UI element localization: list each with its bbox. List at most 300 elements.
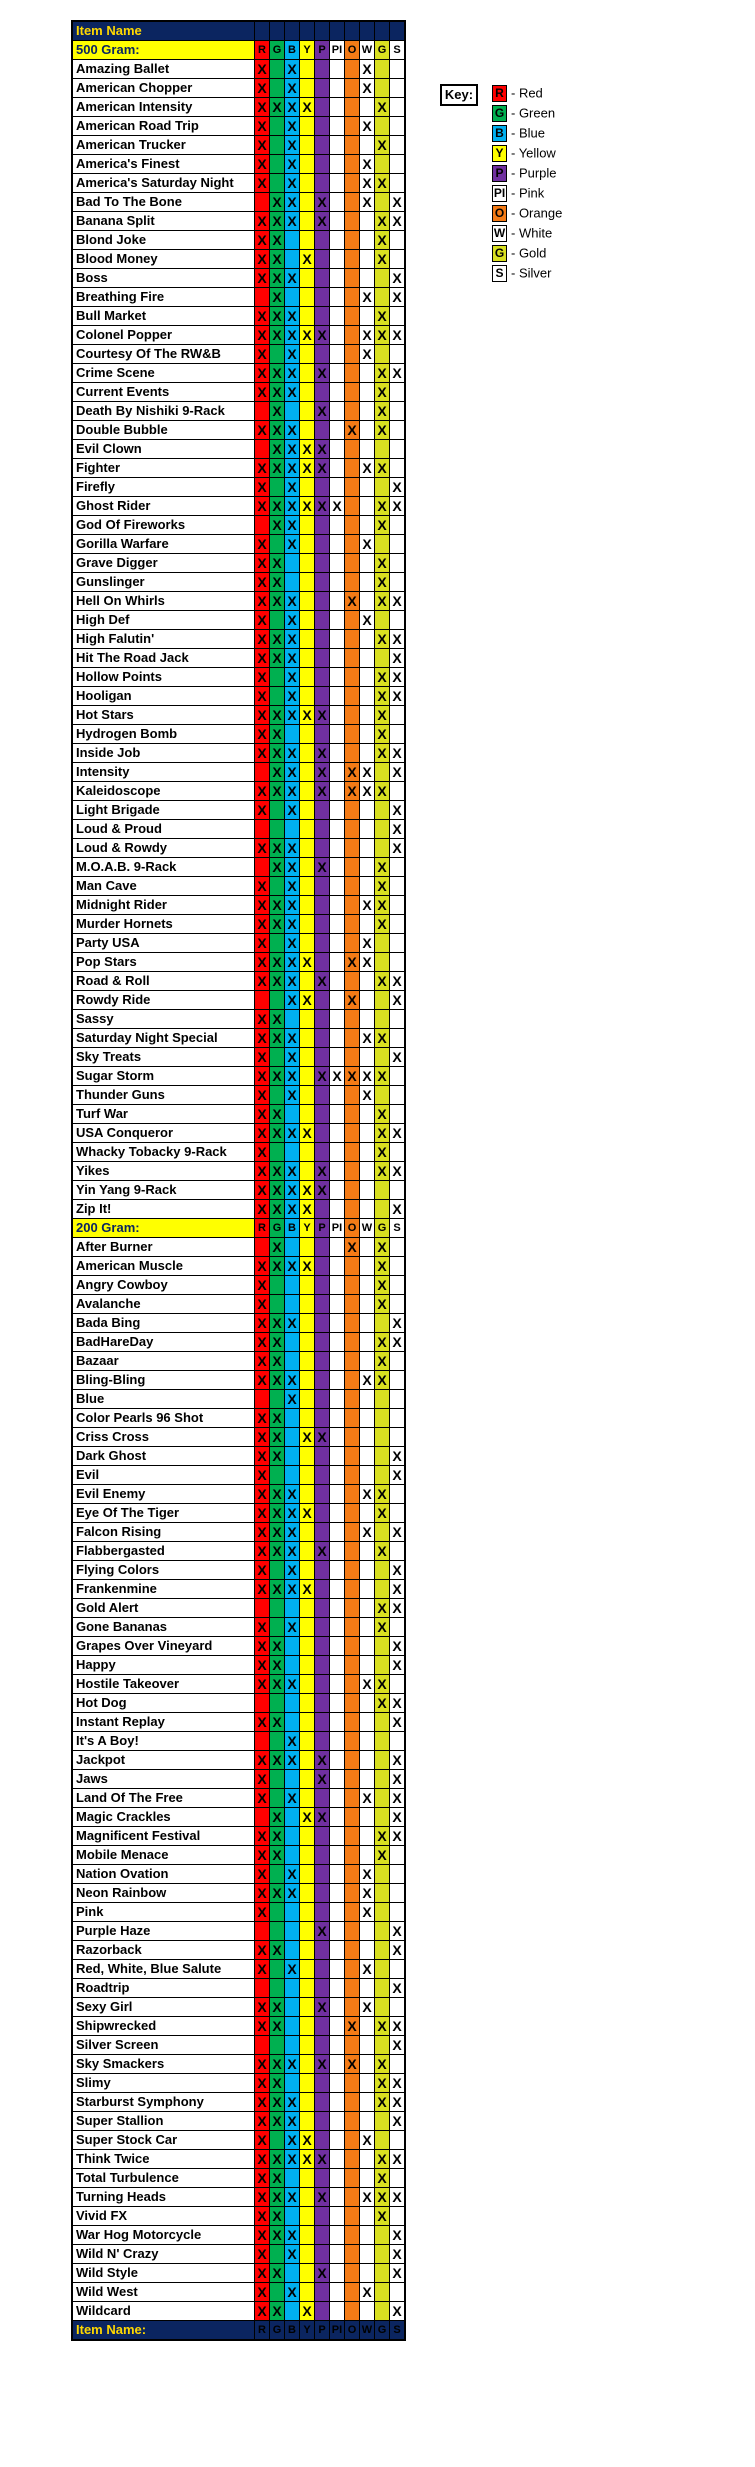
color-mark-cell bbox=[330, 1143, 345, 1162]
color-mark-cell: X bbox=[255, 250, 270, 269]
column-code: O bbox=[345, 41, 360, 60]
color-mark-cell: X bbox=[255, 915, 270, 934]
color-mark-cell bbox=[390, 1846, 406, 1865]
color-mark-cell bbox=[345, 307, 360, 326]
color-mark-cell bbox=[345, 573, 360, 592]
color-mark-cell bbox=[300, 79, 315, 98]
table-row bbox=[72, 1846, 405, 1865]
header-color-cell bbox=[375, 21, 390, 41]
color-mark-cell bbox=[360, 630, 375, 649]
color-mark-cell: X bbox=[255, 383, 270, 402]
color-mark-cell: X bbox=[375, 687, 390, 706]
color-mark-cell: X bbox=[255, 2169, 270, 2188]
table-row bbox=[72, 345, 405, 364]
color-mark-cell bbox=[255, 1922, 270, 1941]
item-name: Evil bbox=[72, 1466, 255, 1485]
color-mark-cell bbox=[375, 440, 390, 459]
color-mark-cell: X bbox=[285, 1048, 300, 1067]
color-mark-cell bbox=[330, 1542, 345, 1561]
color-mark-cell: X bbox=[390, 801, 406, 820]
table-row bbox=[72, 1960, 405, 1979]
color-mark-cell bbox=[375, 288, 390, 307]
color-mark-cell bbox=[300, 269, 315, 288]
color-mark-cell bbox=[345, 497, 360, 516]
color-mark-cell: X bbox=[300, 1257, 315, 1276]
color-mark-cell bbox=[360, 1352, 375, 1371]
color-mark-cell: X bbox=[255, 1428, 270, 1447]
color-mark-cell bbox=[360, 991, 375, 1010]
color-mark-cell bbox=[315, 2302, 330, 2321]
color-mark-cell: X bbox=[285, 155, 300, 174]
color-mark-cell bbox=[300, 687, 315, 706]
color-mark-cell bbox=[345, 1143, 360, 1162]
table-row bbox=[72, 991, 405, 1010]
color-mark-cell bbox=[270, 1979, 285, 1998]
color-mark-cell: X bbox=[390, 991, 406, 1010]
color-mark-cell bbox=[315, 307, 330, 326]
color-mark-cell: X bbox=[285, 193, 300, 212]
color-mark-cell bbox=[300, 1865, 315, 1884]
color-mark-cell: X bbox=[285, 212, 300, 231]
color-mark-cell bbox=[360, 269, 375, 288]
color-mark-cell bbox=[360, 1694, 375, 1713]
color-mark-cell bbox=[345, 1485, 360, 1504]
color-mark-cell bbox=[300, 915, 315, 934]
color-mark-cell: X bbox=[255, 1409, 270, 1428]
table-row bbox=[72, 953, 405, 972]
color-mark-cell: X bbox=[270, 1523, 285, 1542]
color-mark-cell: X bbox=[255, 155, 270, 174]
color-mark-cell bbox=[360, 2245, 375, 2264]
color-mark-cell bbox=[360, 839, 375, 858]
color-mark-cell bbox=[375, 1960, 390, 1979]
table-row bbox=[72, 744, 405, 763]
item-name: Sexy Girl bbox=[72, 1998, 255, 2017]
color-mark-cell: X bbox=[270, 630, 285, 649]
color-mark-cell bbox=[390, 1371, 406, 1390]
color-mark-cell bbox=[375, 2264, 390, 2283]
color-mark-cell bbox=[300, 972, 315, 991]
color-mark-cell: X bbox=[360, 79, 375, 98]
item-name: Bada Bing bbox=[72, 1314, 255, 1333]
color-mark-cell: X bbox=[270, 1238, 285, 1257]
color-mark-cell bbox=[285, 1637, 300, 1656]
color-mark-cell: X bbox=[285, 1029, 300, 1048]
item-name: Razorback bbox=[72, 1941, 255, 1960]
color-mark-cell bbox=[330, 2226, 345, 2245]
color-mark-cell: X bbox=[285, 1067, 300, 1086]
color-mark-cell: X bbox=[375, 1827, 390, 1846]
color-mark-cell bbox=[345, 2226, 360, 2245]
color-mark-cell bbox=[345, 630, 360, 649]
item-name: Jaws bbox=[72, 1770, 255, 1789]
color-mark-cell: X bbox=[360, 459, 375, 478]
color-mark-cell bbox=[300, 744, 315, 763]
color-mark-cell: X bbox=[255, 649, 270, 668]
color-mark-cell bbox=[255, 1979, 270, 1998]
color-mark-cell bbox=[360, 1846, 375, 1865]
color-mark-cell: X bbox=[255, 630, 270, 649]
color-mark-cell bbox=[390, 307, 406, 326]
table-row bbox=[72, 1751, 405, 1770]
column-code: Y bbox=[300, 41, 315, 60]
table-row bbox=[72, 250, 405, 269]
item-name: Grapes Over Vineyard bbox=[72, 1637, 255, 1656]
item-name: Zip It! bbox=[72, 1200, 255, 1219]
color-mark-cell: X bbox=[360, 2131, 375, 2150]
color-mark-cell bbox=[255, 516, 270, 535]
color-mark-cell bbox=[330, 896, 345, 915]
table-row bbox=[72, 1143, 405, 1162]
key-item-label: - Green bbox=[511, 105, 556, 121]
color-mark-cell: X bbox=[270, 1447, 285, 1466]
item-name: Turning Heads bbox=[72, 2188, 255, 2207]
color-mark-cell bbox=[390, 1409, 406, 1428]
color-mark-cell bbox=[375, 1979, 390, 1998]
color-mark-cell bbox=[390, 1295, 406, 1314]
color-mark-cell: X bbox=[315, 440, 330, 459]
color-mark-cell: X bbox=[360, 1371, 375, 1390]
color-mark-cell bbox=[390, 1504, 406, 1523]
header-color-cell bbox=[270, 21, 285, 41]
color-mark-cell bbox=[390, 725, 406, 744]
section-header-title: 500 Gram: bbox=[72, 41, 255, 60]
color-mark-cell bbox=[270, 2283, 285, 2302]
color-mark-cell bbox=[345, 136, 360, 155]
column-code: W bbox=[360, 41, 375, 60]
item-name: After Burner bbox=[72, 1238, 255, 1257]
color-mark-cell bbox=[345, 1390, 360, 1409]
color-mark-cell: X bbox=[270, 2074, 285, 2093]
color-mark-cell bbox=[315, 1599, 330, 1618]
item-name: Sky Treats bbox=[72, 1048, 255, 1067]
color-mark-cell bbox=[360, 2150, 375, 2169]
color-mark-cell: X bbox=[375, 516, 390, 535]
color-mark-cell bbox=[300, 1295, 315, 1314]
color-mark-cell: X bbox=[360, 934, 375, 953]
color-mark-cell: X bbox=[255, 1960, 270, 1979]
color-mark-cell bbox=[270, 2036, 285, 2055]
item-name: It's A Boy! bbox=[72, 1732, 255, 1751]
color-mark-cell bbox=[360, 1333, 375, 1352]
color-mark-cell bbox=[300, 782, 315, 801]
item-name: Intensity bbox=[72, 763, 255, 782]
table-row bbox=[72, 136, 405, 155]
color-mark-cell bbox=[330, 1713, 345, 1732]
color-mark-cell: X bbox=[255, 1371, 270, 1390]
color-mark-cell: X bbox=[345, 421, 360, 440]
color-mark-cell: X bbox=[270, 1181, 285, 1200]
color-mark-cell bbox=[375, 1903, 390, 1922]
color-mark-cell bbox=[300, 193, 315, 212]
color-mark-cell bbox=[285, 1295, 300, 1314]
table-row bbox=[72, 1789, 405, 1808]
color-mark-cell bbox=[270, 934, 285, 953]
color-mark-cell bbox=[285, 1941, 300, 1960]
color-mark-cell: X bbox=[285, 839, 300, 858]
color-mark-cell: X bbox=[375, 326, 390, 345]
color-mark-cell: X bbox=[390, 326, 406, 345]
color-mark-cell: X bbox=[390, 744, 406, 763]
color-mark-cell: X bbox=[375, 212, 390, 231]
key-item bbox=[492, 124, 545, 142]
color-mark-cell bbox=[375, 1751, 390, 1770]
color-mark-cell: X bbox=[390, 972, 406, 991]
item-name: Happy bbox=[72, 1656, 255, 1675]
color-mark-cell: X bbox=[375, 383, 390, 402]
item-name: Bazaar bbox=[72, 1352, 255, 1371]
color-mark-cell: X bbox=[360, 60, 375, 79]
table-row bbox=[72, 2302, 405, 2321]
color-mark-cell bbox=[345, 1846, 360, 1865]
table-row bbox=[72, 440, 405, 459]
color-mark-cell: X bbox=[255, 668, 270, 687]
color-mark-cell bbox=[345, 1428, 360, 1447]
color-mark-cell: X bbox=[300, 991, 315, 1010]
table-row bbox=[72, 1276, 405, 1295]
item-name: Land Of The Free bbox=[72, 1789, 255, 1808]
color-mark-cell bbox=[375, 820, 390, 839]
color-mark-cell bbox=[360, 1713, 375, 1732]
color-mark-cell: X bbox=[315, 459, 330, 478]
color-mark-cell: X bbox=[255, 2283, 270, 2302]
color-mark-cell: X bbox=[375, 402, 390, 421]
color-mark-cell bbox=[360, 2093, 375, 2112]
color-mark-cell bbox=[375, 1656, 390, 1675]
color-mark-cell bbox=[285, 1827, 300, 1846]
color-mark-cell: X bbox=[300, 1200, 315, 1219]
color-mark-cell bbox=[360, 1941, 375, 1960]
color-mark-cell bbox=[345, 687, 360, 706]
key-item-label: - Gold bbox=[511, 245, 547, 261]
color-mark-cell: X bbox=[315, 364, 330, 383]
color-mark-cell bbox=[300, 2074, 315, 2093]
color-mark-cell bbox=[300, 2017, 315, 2036]
color-mark-cell: X bbox=[375, 877, 390, 896]
item-name: Shipwrecked bbox=[72, 2017, 255, 2036]
color-mark-cell bbox=[345, 1523, 360, 1542]
color-mark-cell: X bbox=[285, 421, 300, 440]
item-name: Roadtrip bbox=[72, 1979, 255, 1998]
color-mark-cell: X bbox=[390, 193, 406, 212]
color-mark-cell: X bbox=[300, 706, 315, 725]
color-mark-cell bbox=[330, 364, 345, 383]
table-row bbox=[72, 497, 405, 516]
color-mark-cell bbox=[315, 1371, 330, 1390]
color-mark-cell bbox=[315, 1523, 330, 1542]
section-header bbox=[72, 41, 405, 60]
table-row bbox=[72, 2264, 405, 2283]
fireworks-color-table bbox=[71, 20, 406, 2341]
color-mark-cell bbox=[345, 1086, 360, 1105]
color-mark-cell bbox=[345, 1352, 360, 1371]
color-mark-cell bbox=[330, 1276, 345, 1295]
color-mark-cell bbox=[345, 440, 360, 459]
color-mark-cell bbox=[270, 668, 285, 687]
color-mark-cell: X bbox=[375, 1618, 390, 1637]
key-item-label: - Purple bbox=[511, 165, 557, 181]
color-mark-cell: X bbox=[315, 2264, 330, 2283]
table-row bbox=[72, 573, 405, 592]
color-mark-cell bbox=[390, 1960, 406, 1979]
color-mark-cell: X bbox=[255, 307, 270, 326]
color-mark-cell bbox=[390, 1618, 406, 1637]
color-mark-cell bbox=[300, 1732, 315, 1751]
color-mark-cell bbox=[345, 1884, 360, 1903]
table-row bbox=[72, 1295, 405, 1314]
item-name: Hit The Road Jack bbox=[72, 649, 255, 668]
key-item bbox=[492, 264, 551, 282]
color-mark-cell bbox=[330, 2055, 345, 2074]
color-mark-cell bbox=[330, 250, 345, 269]
color-mark-cell bbox=[345, 1751, 360, 1770]
table-row bbox=[72, 611, 405, 630]
column-code: S bbox=[390, 41, 406, 60]
color-mark-cell bbox=[300, 858, 315, 877]
color-mark-cell bbox=[300, 2112, 315, 2131]
color-mark-cell bbox=[300, 155, 315, 174]
color-mark-cell bbox=[360, 383, 375, 402]
table-row bbox=[72, 193, 405, 212]
item-name: Starburst Symphony bbox=[72, 2093, 255, 2112]
item-name: Criss Cross bbox=[72, 1428, 255, 1447]
color-mark-cell: X bbox=[285, 2283, 300, 2302]
color-mark-cell bbox=[300, 1770, 315, 1789]
color-mark-cell bbox=[315, 79, 330, 98]
color-mark-cell bbox=[360, 1580, 375, 1599]
table-row bbox=[72, 1067, 405, 1086]
color-mark-cell bbox=[345, 402, 360, 421]
color-mark-cell: X bbox=[270, 421, 285, 440]
color-mark-cell bbox=[330, 839, 345, 858]
color-mark-cell bbox=[315, 839, 330, 858]
table-row bbox=[72, 1732, 405, 1751]
color-mark-cell: X bbox=[255, 2245, 270, 2264]
column-code: W bbox=[360, 1219, 375, 1238]
color-mark-cell bbox=[300, 117, 315, 136]
item-name: Jackpot bbox=[72, 1751, 255, 1770]
color-mark-cell bbox=[270, 1922, 285, 1941]
color-mark-cell: X bbox=[270, 2055, 285, 2074]
color-mark-cell bbox=[270, 1770, 285, 1789]
item-name: Murder Hornets bbox=[72, 915, 255, 934]
color-mark-cell bbox=[360, 744, 375, 763]
color-mark-cell bbox=[330, 2264, 345, 2283]
header-color-cell bbox=[345, 21, 360, 41]
key-swatch: P bbox=[492, 165, 507, 182]
item-name: Double Bubble bbox=[72, 421, 255, 440]
color-mark-cell bbox=[360, 687, 375, 706]
color-mark-cell bbox=[300, 1599, 315, 1618]
color-mark-cell: X bbox=[285, 1257, 300, 1276]
color-mark-cell: X bbox=[375, 858, 390, 877]
item-name: Yin Yang 9-Rack bbox=[72, 1181, 255, 1200]
color-mark-cell: X bbox=[360, 1029, 375, 1048]
color-mark-cell: X bbox=[360, 1884, 375, 1903]
color-mark-cell bbox=[285, 2302, 300, 2321]
table-row bbox=[72, 1808, 405, 1827]
color-mark-cell: X bbox=[255, 1124, 270, 1143]
color-mark-cell bbox=[330, 1371, 345, 1390]
color-mark-cell bbox=[270, 117, 285, 136]
color-mark-cell: X bbox=[255, 877, 270, 896]
color-mark-cell: X bbox=[270, 1884, 285, 1903]
color-mark-cell bbox=[255, 440, 270, 459]
color-mark-cell bbox=[345, 326, 360, 345]
color-mark-cell bbox=[300, 1960, 315, 1979]
color-mark-cell bbox=[300, 2169, 315, 2188]
color-mark-cell bbox=[285, 402, 300, 421]
color-mark-cell: X bbox=[255, 2226, 270, 2245]
column-code: G bbox=[270, 2321, 285, 2341]
color-mark-cell: X bbox=[360, 1998, 375, 2017]
color-mark-cell bbox=[315, 2226, 330, 2245]
color-mark-cell: X bbox=[390, 1523, 406, 1542]
color-mark-cell: X bbox=[375, 1067, 390, 1086]
color-mark-cell bbox=[375, 991, 390, 1010]
table-row bbox=[72, 402, 405, 421]
color-mark-cell: X bbox=[285, 478, 300, 497]
color-mark-cell bbox=[330, 307, 345, 326]
color-mark-cell: X bbox=[390, 2245, 406, 2264]
item-name: Kaleidoscope bbox=[72, 782, 255, 801]
color-mark-cell bbox=[360, 1770, 375, 1789]
color-mark-cell: X bbox=[390, 1979, 406, 1998]
column-code: G bbox=[270, 41, 285, 60]
color-mark-cell: X bbox=[300, 2302, 315, 2321]
table-row bbox=[72, 877, 405, 896]
color-mark-cell bbox=[345, 1542, 360, 1561]
table-row bbox=[72, 1542, 405, 1561]
section-header bbox=[72, 1219, 405, 1238]
color-mark-cell bbox=[315, 98, 330, 117]
color-mark-cell bbox=[330, 1428, 345, 1447]
color-mark-cell bbox=[390, 459, 406, 478]
color-mark-cell bbox=[300, 801, 315, 820]
color-mark-cell bbox=[300, 2188, 315, 2207]
color-mark-cell: X bbox=[375, 1333, 390, 1352]
color-mark-cell bbox=[345, 1010, 360, 1029]
color-mark-cell bbox=[345, 1770, 360, 1789]
color-mark-cell bbox=[315, 2112, 330, 2131]
table-row bbox=[72, 763, 405, 782]
color-mark-cell bbox=[270, 1048, 285, 1067]
color-mark-cell bbox=[300, 820, 315, 839]
color-mark-cell bbox=[315, 1884, 330, 1903]
color-mark-cell bbox=[300, 1979, 315, 1998]
color-mark-cell bbox=[345, 1922, 360, 1941]
color-mark-cell bbox=[375, 2226, 390, 2245]
color-mark-cell: X bbox=[360, 174, 375, 193]
item-name: Fighter bbox=[72, 459, 255, 478]
color-mark-cell bbox=[390, 915, 406, 934]
item-name: Gold Alert bbox=[72, 1599, 255, 1618]
color-mark-cell: X bbox=[390, 1561, 406, 1580]
color-mark-cell: X bbox=[285, 1314, 300, 1333]
color-mark-cell: X bbox=[330, 1067, 345, 1086]
key-item bbox=[492, 204, 562, 222]
color-mark-cell bbox=[360, 136, 375, 155]
color-mark-cell: X bbox=[375, 421, 390, 440]
item-name: Bad To The Bone bbox=[72, 193, 255, 212]
color-mark-cell: X bbox=[255, 1637, 270, 1656]
color-mark-cell bbox=[345, 934, 360, 953]
color-mark-cell bbox=[330, 1352, 345, 1371]
color-mark-cell: X bbox=[270, 497, 285, 516]
color-mark-cell bbox=[360, 649, 375, 668]
color-mark-cell: X bbox=[300, 459, 315, 478]
color-mark-cell: X bbox=[315, 402, 330, 421]
